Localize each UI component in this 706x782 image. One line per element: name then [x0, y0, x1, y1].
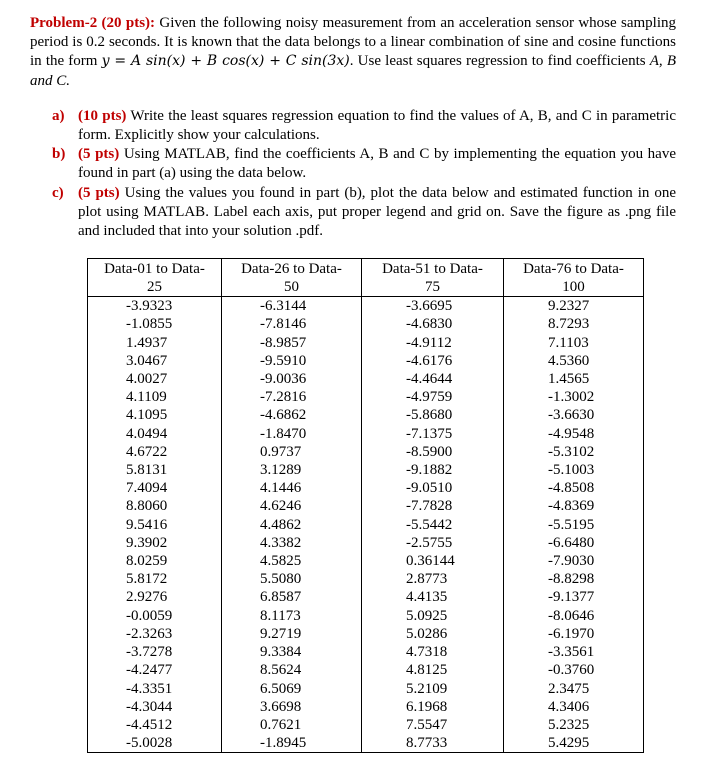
- table-cell: 5.0286: [406, 625, 448, 642]
- table-cell: 9.2327: [548, 298, 590, 315]
- part-letter: b): [52, 146, 66, 163]
- table-cell: -4.3351: [126, 680, 173, 697]
- table-cell: -1.8945: [260, 735, 307, 752]
- table-cell: 4.0027: [126, 371, 168, 388]
- table-cell: -1.3002: [548, 389, 595, 406]
- table-cell: -2.3263: [126, 625, 173, 642]
- problem-label: Problem-2 (20 pts):: [30, 15, 156, 31]
- problem-statement: [30, 14, 676, 91]
- part-letter: c): [52, 184, 64, 201]
- table-cell: 4.8125: [406, 662, 448, 679]
- table-cell: -4.3044: [126, 698, 173, 715]
- table-cell: -9.1377: [548, 589, 595, 606]
- part-points: (5 pts): [78, 184, 120, 201]
- table-cell: -5.5195: [548, 516, 595, 533]
- table-cell: -0.0059: [126, 607, 173, 624]
- table-cell: -0.3760: [548, 662, 595, 679]
- table-cell: 9.3384: [260, 644, 302, 661]
- table-cell: -7.7828: [406, 498, 453, 515]
- table-cell: -4.9548: [548, 425, 595, 442]
- problem-text-after: . Use least squares regression to find coefficients: [349, 53, 650, 70]
- table-cell: -7.8146: [260, 316, 307, 333]
- column-header: Data-76 to Data- 100: [504, 259, 644, 297]
- table-cell: 5.8131: [126, 462, 168, 479]
- table-cell: -7.1375: [406, 425, 453, 442]
- table-cell: 8.0259: [126, 553, 168, 570]
- table-cell: -4.9112: [406, 334, 452, 351]
- table-cell: 4.1109: [126, 389, 167, 406]
- data-column-3: [362, 297, 504, 753]
- data-column-4: [504, 297, 644, 753]
- table-cell: -3.3561: [548, 644, 595, 661]
- table-cell: 5.5080: [260, 571, 302, 588]
- part-text: Using MATLAB, find the coefficients A, B and C by implementing the equation you have found in part (a) using the data below.: [78, 146, 676, 182]
- table-cell: -7.9030: [548, 553, 595, 570]
- table-cell: -9.5910: [260, 352, 307, 369]
- table-cell: -4.4512: [126, 716, 173, 733]
- table-cell: 0.9737: [260, 443, 302, 460]
- table-cell: 3.6698: [260, 698, 302, 715]
- table-cell: 2.3475: [548, 680, 590, 697]
- subquestion-b: [52, 145, 676, 183]
- table-cell: 6.5069: [260, 680, 302, 697]
- column-header: Data-01 to Data- 25: [88, 259, 222, 297]
- subquestion-list: [52, 107, 676, 241]
- table-cell: -8.5900: [406, 443, 453, 460]
- subquestion-a: [52, 107, 676, 145]
- table-cell: -4.8508: [548, 480, 595, 497]
- table-cell: 5.2109: [406, 680, 448, 697]
- table-header-row: [88, 259, 644, 297]
- table-cell: 6.8587: [260, 589, 302, 606]
- part-letter: a): [52, 107, 65, 124]
- data-column-1: [88, 297, 222, 753]
- table-cell: 4.0494: [126, 425, 168, 442]
- table-cell: 3.1289: [260, 462, 302, 479]
- table-cell: 8.7733: [406, 735, 448, 752]
- table-cell: -5.1003: [548, 462, 595, 479]
- table-cell: 2.9276: [126, 589, 168, 606]
- table-cell: 9.5416: [126, 516, 168, 533]
- table-cell: 8.5624: [260, 662, 302, 679]
- table-cell: -7.2816: [260, 389, 307, 406]
- table-cell: -8.9857: [260, 334, 307, 351]
- table-cell: -1.8470: [260, 425, 307, 442]
- table-data-row: [88, 297, 644, 753]
- table-cell: 2.8773: [406, 571, 448, 588]
- table-cell: 8.7293: [548, 316, 590, 333]
- table-cell: -4.6862: [260, 407, 307, 424]
- table-cell: -1.0855: [126, 316, 173, 333]
- table-cell: 7.1103: [548, 334, 589, 351]
- table-cell: 8.8060: [126, 498, 168, 515]
- table-cell: 4.1095: [126, 407, 168, 424]
- table-cell: 0.36144: [406, 553, 455, 570]
- data-column-2: [222, 297, 362, 753]
- table-cell: -9.0036: [260, 371, 307, 388]
- table-cell: 4.6246: [260, 498, 302, 515]
- part-text: Using the values you found in part (b), plot the data below and estimated function in one plot using MATLAB. Label each axis, put proper legend and grid on. Save the figure as .png file and included that into your solution .pdf.: [78, 184, 676, 240]
- table-cell: 4.6722: [126, 443, 168, 460]
- table-cell: 5.0925: [406, 607, 448, 624]
- table-cell: 4.1446: [260, 480, 302, 497]
- table-cell: -3.9323: [126, 298, 173, 315]
- measurement-table: [87, 258, 644, 753]
- table-cell: -4.2477: [126, 662, 173, 679]
- part-points: (5 pts): [78, 146, 120, 163]
- table-cell: -5.8680: [406, 407, 453, 424]
- table-cell: 8.1173: [260, 607, 301, 624]
- table-cell: 7.4094: [126, 480, 168, 497]
- table-cell: -5.5442: [406, 516, 453, 533]
- table-cell: -9.1882: [406, 462, 453, 479]
- part-points: (10 pts): [78, 107, 127, 124]
- table-cell: 4.4862: [260, 516, 302, 533]
- table-cell: -8.0646: [548, 607, 595, 624]
- table-cell: 7.5547: [406, 716, 448, 733]
- table-cell: 6.1968: [406, 698, 448, 715]
- table-cell: -6.6480: [548, 534, 595, 551]
- table-cell: -4.9759: [406, 389, 453, 406]
- coefficients-tail: A, B and C.: [30, 53, 677, 89]
- table-cell: 4.3382: [260, 534, 302, 551]
- table-cell: 3.0467: [126, 352, 168, 369]
- table-cell: -4.6830: [406, 316, 453, 333]
- table-cell: 5.4295: [548, 735, 590, 752]
- table-cell: 5.2325: [548, 716, 590, 733]
- table-cell: -9.0510: [406, 480, 453, 497]
- column-header: Data-51 to Data- 75: [362, 259, 504, 297]
- table-cell: 9.2719: [260, 625, 302, 642]
- subquestion-c: [52, 184, 676, 242]
- table-cell: -8.8298: [548, 571, 595, 588]
- table-cell: 9.3902: [126, 534, 168, 551]
- table-cell: -5.3102: [548, 443, 595, 460]
- table-cell: 1.4565: [548, 371, 590, 388]
- table-cell: 0.7621: [260, 716, 302, 733]
- table-cell: 4.5360: [548, 352, 590, 369]
- table-cell: -3.6695: [406, 298, 453, 315]
- table-cell: 5.8172: [126, 571, 168, 588]
- table-cell: 4.4135: [406, 589, 448, 606]
- table-cell: 4.7318: [406, 644, 448, 661]
- table-cell: -4.8369: [548, 498, 595, 515]
- problem-text-before: Given the following noisy measurement from an acceleration sensor whose sampling period is 0.2 seconds. It is known that the data belongs to a linear combination of sine and cosine functions in the form: [30, 15, 676, 70]
- table-cell: -6.1970: [548, 625, 595, 642]
- table-cell: -4.6176: [406, 352, 453, 369]
- column-header: Data-26 to Data- 50: [222, 259, 362, 297]
- part-text: Write the least squares regression equation to find the values of A, B, and C in parametric form. Explicitly show your calculations.: [78, 107, 676, 144]
- table-cell: -3.7278: [126, 644, 173, 661]
- table-cell: 4.5825: [260, 553, 302, 570]
- table-cell: -4.4644: [406, 371, 453, 388]
- table-cell: 1.4937: [126, 334, 168, 351]
- table-cell: -3.6630: [548, 407, 595, 424]
- table-cell: 4.3406: [548, 698, 590, 715]
- model-equation: y = A sin(x) + B cos(x) + C sin(3x): [101, 53, 350, 70]
- table-cell: -2.5755: [406, 534, 453, 551]
- table-cell: -6.3144: [260, 298, 307, 315]
- table-cell: -5.0028: [126, 735, 173, 752]
